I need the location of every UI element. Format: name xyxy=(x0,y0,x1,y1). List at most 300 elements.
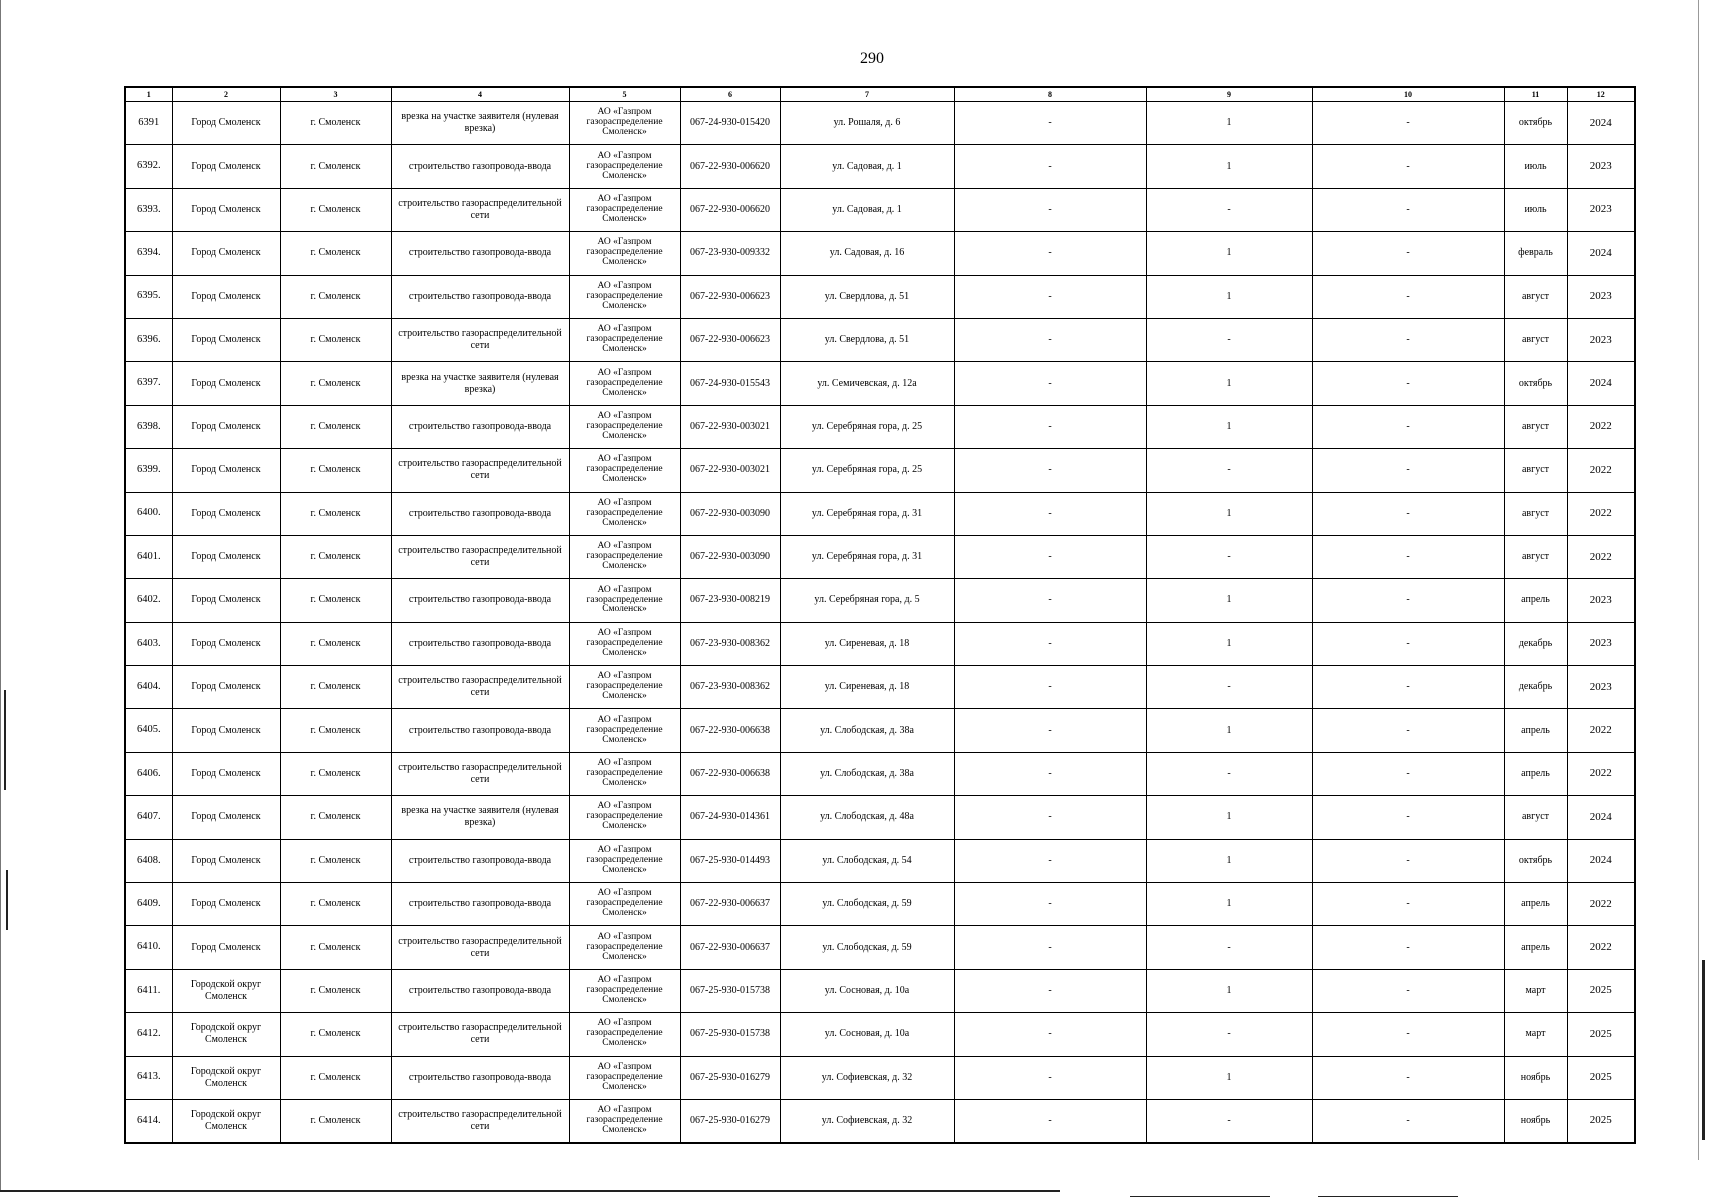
table-cell-col-9: - xyxy=(1146,318,1312,361)
table-cell-col-11: апрель xyxy=(1504,752,1567,795)
table-cell-col-7: ул. Рошаля, д. 6 xyxy=(780,102,954,145)
table-cell-col-6: 067-22-930-006638 xyxy=(680,752,780,795)
table-cell-col-7: ул. Серебряная гора, д. 31 xyxy=(780,492,954,535)
table-cell-col-7: ул. Слободская, д. 59 xyxy=(780,883,954,926)
table-cell-col-9: - xyxy=(1146,1099,1312,1142)
table-cell-col-4: строительство газораспределительной сети xyxy=(391,318,569,361)
table-cell-col-4: врезка на участке заявителя (нулевая врезка) xyxy=(391,796,569,839)
table-cell-col-11: июль xyxy=(1504,188,1567,231)
table-cell-col-3: г. Смоленск xyxy=(280,318,391,361)
table-cell-col-9: 1 xyxy=(1146,362,1312,405)
table-cell-col-8: - xyxy=(954,275,1146,318)
table-cell-col-6: 067-25-930-016279 xyxy=(680,1099,780,1142)
table-cell-col-6: 067-23-930-008362 xyxy=(680,622,780,665)
table-cell-col-7: ул. Сосновая, д. 10а xyxy=(780,969,954,1012)
table-cell-col-4: врезка на участке заявителя (нулевая врезка) xyxy=(391,362,569,405)
table-cell-col-10: - xyxy=(1312,102,1504,145)
table-cell-col-9: 1 xyxy=(1146,1056,1312,1099)
table-cell-col-5: АО «Газпром газораспределение Смоленск» xyxy=(569,102,680,145)
table-cell-col-2: Город Смоленск xyxy=(172,275,280,318)
table-cell-col-11: декабрь xyxy=(1504,622,1567,665)
table-cell-col-8: - xyxy=(954,1099,1146,1142)
table-cell-col-5: АО «Газпром газораспределение Смоленск» xyxy=(569,535,680,578)
table-cell-col-4: строительство газопровода-ввода xyxy=(391,232,569,275)
table-cell-col-1: 6410. xyxy=(125,926,172,969)
table-cell-col-6: 067-22-930-003021 xyxy=(680,405,780,448)
table-cell-col-9: - xyxy=(1146,535,1312,578)
table-cell-col-3: г. Смоленск xyxy=(280,839,391,882)
table-cell-col-3: г. Смоленск xyxy=(280,492,391,535)
table-cell-col-11: апрель xyxy=(1504,579,1567,622)
table-cell-col-4: строительство газопровода-ввода xyxy=(391,275,569,318)
table-cell-col-5: АО «Газпром газораспределение Смоленск» xyxy=(569,405,680,448)
table-cell-col-4: строительство газопровода-ввода xyxy=(391,492,569,535)
table-row xyxy=(125,232,1635,275)
table-cell-col-3: г. Смоленск xyxy=(280,145,391,188)
table-cell-col-6: 067-22-930-006637 xyxy=(680,926,780,969)
table-row xyxy=(125,102,1635,145)
table-row xyxy=(125,535,1635,578)
table-row xyxy=(125,926,1635,969)
table-cell-col-1: 6401. xyxy=(125,535,172,578)
table-cell-col-1: 6402. xyxy=(125,579,172,622)
table-cell-col-5: АО «Газпром газораспределение Смоленск» xyxy=(569,666,680,709)
table-cell-col-5: АО «Газпром газораспределение Смоленск» xyxy=(569,969,680,1012)
table-cell-col-6: 067-24-930-014361 xyxy=(680,796,780,839)
table-cell-col-4: строительство газораспределительной сети xyxy=(391,1013,569,1056)
table-cell-col-5: АО «Газпром газораспределение Смоленск» xyxy=(569,362,680,405)
column-header-1: 1 xyxy=(125,87,172,102)
table-row xyxy=(125,362,1635,405)
table-row xyxy=(125,318,1635,361)
table-cell-col-9: 1 xyxy=(1146,232,1312,275)
table-cell-col-3: г. Смоленск xyxy=(280,275,391,318)
table-cell-col-2: Город Смоленск xyxy=(172,535,280,578)
table-cell-col-6: 067-25-930-014493 xyxy=(680,839,780,882)
table-cell-col-8: - xyxy=(954,969,1146,1012)
table-cell-col-11: апрель xyxy=(1504,709,1567,752)
table-cell-col-10: - xyxy=(1312,1013,1504,1056)
table-cell-col-2: Городской округ Смоленск xyxy=(172,1056,280,1099)
table-cell-col-5: АО «Газпром газораспределение Смоленск» xyxy=(569,883,680,926)
table-cell-col-3: г. Смоленск xyxy=(280,1013,391,1056)
table-cell-col-11: август xyxy=(1504,796,1567,839)
table-row xyxy=(125,1013,1635,1056)
table-cell-col-5: АО «Газпром газораспределение Смоленск» xyxy=(569,752,680,795)
table-cell-col-4: строительство газопровода-ввода xyxy=(391,1056,569,1099)
table-cell-col-11: июль xyxy=(1504,145,1567,188)
table-cell-col-1: 6395. xyxy=(125,275,172,318)
table-cell-col-4: строительство газопровода-ввода xyxy=(391,969,569,1012)
table-cell-col-7: ул. Сосновая, д. 10а xyxy=(780,1013,954,1056)
table-cell-col-2: Городской округ Смоленск xyxy=(172,1099,280,1142)
table-cell-col-12: 2024 xyxy=(1567,362,1635,405)
table-cell-col-9: - xyxy=(1146,188,1312,231)
table-cell-col-10: - xyxy=(1312,926,1504,969)
table-cell-col-12: 2022 xyxy=(1567,492,1635,535)
table-cell-col-8: - xyxy=(954,622,1146,665)
table-cell-col-12: 2022 xyxy=(1567,752,1635,795)
table-cell-col-11: август xyxy=(1504,492,1567,535)
table-cell-col-4: строительство газопровода-ввода xyxy=(391,405,569,448)
table-cell-col-7: ул. Сиреневая, д. 18 xyxy=(780,622,954,665)
table-cell-col-10: - xyxy=(1312,275,1504,318)
table-cell-col-11: апрель xyxy=(1504,883,1567,926)
column-header-9: 9 xyxy=(1146,87,1312,102)
table-cell-col-6: 067-22-930-003090 xyxy=(680,535,780,578)
table-cell-col-3: г. Смоленск xyxy=(280,535,391,578)
table-row xyxy=(125,449,1635,492)
table-cell-col-1: 6394. xyxy=(125,232,172,275)
table-cell-col-10: - xyxy=(1312,145,1504,188)
table-cell-col-7: ул. Серебряная гора, д. 25 xyxy=(780,449,954,492)
table-cell-col-7: ул. Слободская, д. 59 xyxy=(780,926,954,969)
table-cell-col-10: - xyxy=(1312,449,1504,492)
table-cell-col-10: - xyxy=(1312,709,1504,752)
table-cell-col-11: октябрь xyxy=(1504,839,1567,882)
table-cell-col-2: Город Смоленск xyxy=(172,752,280,795)
table-cell-col-5: АО «Газпром газораспределение Смоленск» xyxy=(569,318,680,361)
table-cell-col-12: 2022 xyxy=(1567,883,1635,926)
table-cell-col-9: - xyxy=(1146,1013,1312,1056)
table-cell-col-5: АО «Газпром газораспределение Смоленск» xyxy=(569,188,680,231)
page-number: 290 xyxy=(860,50,884,67)
table-cell-col-5: АО «Газпром газораспределение Смоленск» xyxy=(569,579,680,622)
table-cell-col-6: 067-25-930-016279 xyxy=(680,1056,780,1099)
table-cell-col-7: ул. Слободская, д. 48а xyxy=(780,796,954,839)
table-cell-col-8: - xyxy=(954,839,1146,882)
table-cell-col-12: 2022 xyxy=(1567,405,1635,448)
table-cell-col-5: АО «Газпром газораспределение Смоленск» xyxy=(569,1013,680,1056)
table-cell-col-3: г. Смоленск xyxy=(280,188,391,231)
table-cell-col-12: 2022 xyxy=(1567,535,1635,578)
table-cell-col-3: г. Смоленск xyxy=(280,232,391,275)
table-row xyxy=(125,752,1635,795)
table-cell-col-11: август xyxy=(1504,535,1567,578)
table-cell-col-6: 067-22-930-006620 xyxy=(680,188,780,231)
table-cell-col-1: 6399. xyxy=(125,449,172,492)
table-cell-col-7: ул. Слободская, д. 38а xyxy=(780,709,954,752)
table-cell-col-8: - xyxy=(954,405,1146,448)
table-cell-col-3: г. Смоленск xyxy=(280,926,391,969)
table-cell-col-11: август xyxy=(1504,275,1567,318)
table-cell-col-8: - xyxy=(954,666,1146,709)
table-row xyxy=(125,796,1635,839)
column-header-8: 8 xyxy=(954,87,1146,102)
table-cell-col-11: март xyxy=(1504,969,1567,1012)
column-header-7: 7 xyxy=(780,87,954,102)
table-cell-col-4: строительство газораспределительной сети xyxy=(391,666,569,709)
table-cell-col-10: - xyxy=(1312,622,1504,665)
table-cell-col-11: апрель xyxy=(1504,926,1567,969)
table-cell-col-2: Город Смоленск xyxy=(172,709,280,752)
table-cell-col-12: 2023 xyxy=(1567,275,1635,318)
table-cell-col-6: 067-22-930-006620 xyxy=(680,145,780,188)
table-cell-col-9: - xyxy=(1146,752,1312,795)
table-cell-col-12: 2025 xyxy=(1567,1099,1635,1142)
table-cell-col-1: 6391 xyxy=(125,102,172,145)
table-cell-col-1: 6413. xyxy=(125,1056,172,1099)
table-cell-col-3: г. Смоленск xyxy=(280,1099,391,1142)
table-cell-col-5: АО «Газпром газораспределение Смоленск» xyxy=(569,1056,680,1099)
table-cell-col-1: 6398. xyxy=(125,405,172,448)
table-cell-col-6: 067-25-930-015738 xyxy=(680,969,780,1012)
table-cell-col-4: строительство газопровода-ввода xyxy=(391,622,569,665)
table-cell-col-2: Город Смоленск xyxy=(172,796,280,839)
table-row xyxy=(125,579,1635,622)
table-cell-col-8: - xyxy=(954,579,1146,622)
table-cell-col-2: Город Смоленск xyxy=(172,318,280,361)
table-cell-col-6: 067-23-930-008219 xyxy=(680,579,780,622)
table-row xyxy=(125,405,1635,448)
table-cell-col-9: 1 xyxy=(1146,102,1312,145)
table-cell-col-3: г. Смоленск xyxy=(280,622,391,665)
table-cell-col-1: 6403. xyxy=(125,622,172,665)
table-cell-col-4: строительство газораспределительной сети xyxy=(391,449,569,492)
table-cell-col-12: 2023 xyxy=(1567,622,1635,665)
table-cell-col-10: - xyxy=(1312,579,1504,622)
table-cell-col-2: Городской округ Смоленск xyxy=(172,969,280,1012)
table-cell-col-7: ул. Свердлова, д. 51 xyxy=(780,318,954,361)
table-cell-col-3: г. Смоленск xyxy=(280,969,391,1012)
table-cell-col-6: 067-23-930-009332 xyxy=(680,232,780,275)
table-cell-col-10: - xyxy=(1312,883,1504,926)
table-cell-col-10: - xyxy=(1312,969,1504,1012)
table-cell-col-12: 2022 xyxy=(1567,709,1635,752)
table-cell-col-12: 2024 xyxy=(1567,839,1635,882)
column-header-11: 11 xyxy=(1504,87,1567,102)
table-cell-col-6: 067-22-930-003090 xyxy=(680,492,780,535)
table-cell-col-8: - xyxy=(954,1013,1146,1056)
table-cell-col-5: АО «Газпром газораспределение Смоленск» xyxy=(569,622,680,665)
table-cell-col-9: 1 xyxy=(1146,405,1312,448)
table-cell-col-4: строительство газораспределительной сети xyxy=(391,535,569,578)
table-cell-col-12: 2023 xyxy=(1567,318,1635,361)
table-cell-col-4: строительство газораспределительной сети xyxy=(391,188,569,231)
table-row xyxy=(125,1099,1635,1142)
table-cell-col-9: 1 xyxy=(1146,579,1312,622)
table-header-row xyxy=(125,87,1635,102)
table-cell-col-7: ул. Слободская, д. 54 xyxy=(780,839,954,882)
table-cell-col-9: 1 xyxy=(1146,492,1312,535)
table-row xyxy=(125,622,1635,665)
table-cell-col-8: - xyxy=(954,1056,1146,1099)
table-cell-col-11: август xyxy=(1504,318,1567,361)
table-row xyxy=(125,492,1635,535)
table-cell-col-1: 6408. xyxy=(125,839,172,882)
table-cell-col-9: 1 xyxy=(1146,275,1312,318)
table-cell-col-7: ул. Слободская, д. 38а xyxy=(780,752,954,795)
table-cell-col-4: строительство газораспределительной сети xyxy=(391,752,569,795)
table-cell-col-5: АО «Газпром газораспределение Смоленск» xyxy=(569,232,680,275)
table-cell-col-8: - xyxy=(954,709,1146,752)
table-cell-col-5: АО «Газпром газораспределение Смоленск» xyxy=(569,709,680,752)
table-cell-col-12: 2024 xyxy=(1567,796,1635,839)
table-body xyxy=(125,102,1635,1143)
table-cell-col-12: 2025 xyxy=(1567,1056,1635,1099)
table-cell-col-11: август xyxy=(1504,449,1567,492)
table-row xyxy=(125,145,1635,188)
table-cell-col-6: 067-22-930-003021 xyxy=(680,449,780,492)
table-cell-col-7: ул. Серебряная гора, д. 25 xyxy=(780,405,954,448)
table-cell-col-12: 2022 xyxy=(1567,926,1635,969)
table-cell-col-10: - xyxy=(1312,492,1504,535)
table-cell-col-4: строительство газопровода-ввода xyxy=(391,145,569,188)
table-cell-col-8: - xyxy=(954,752,1146,795)
table-cell-col-7: ул. Серебряная гора, д. 31 xyxy=(780,535,954,578)
column-header-2: 2 xyxy=(172,87,280,102)
table-cell-col-11: октябрь xyxy=(1504,362,1567,405)
table-cell-col-1: 6406. xyxy=(125,752,172,795)
table-cell-col-4: строительство газопровода-ввода xyxy=(391,579,569,622)
table-cell-col-6: 067-25-930-015738 xyxy=(680,1013,780,1056)
table-cell-col-3: г. Смоленск xyxy=(280,102,391,145)
table-cell-col-12: 2025 xyxy=(1567,969,1635,1012)
table-cell-col-3: г. Смоленск xyxy=(280,752,391,795)
column-header-10: 10 xyxy=(1312,87,1504,102)
table-cell-col-2: Город Смоленск xyxy=(172,362,280,405)
table-cell-col-9: 1 xyxy=(1146,969,1312,1012)
table-cell-col-6: 067-22-930-006623 xyxy=(680,318,780,361)
table-cell-col-10: - xyxy=(1312,232,1504,275)
table-cell-col-1: 6396. xyxy=(125,318,172,361)
table-cell-col-2: Город Смоленск xyxy=(172,102,280,145)
table-row xyxy=(125,1056,1635,1099)
table-row xyxy=(125,666,1635,709)
table-cell-col-1: 6407. xyxy=(125,796,172,839)
table-cell-col-8: - xyxy=(954,449,1146,492)
table-cell-col-4: строительство газопровода-ввода xyxy=(391,883,569,926)
table-cell-col-2: Город Смоленск xyxy=(172,883,280,926)
table-cell-col-1: 6392. xyxy=(125,145,172,188)
table-cell-col-9: 1 xyxy=(1146,883,1312,926)
table-cell-col-5: АО «Газпром газораспределение Смоленск» xyxy=(569,145,680,188)
table-cell-col-12: 2024 xyxy=(1567,232,1635,275)
table-cell-col-7: ул. Садовая, д. 1 xyxy=(780,188,954,231)
table-cell-col-5: АО «Газпром газораспределение Смоленск» xyxy=(569,926,680,969)
table-cell-col-3: г. Смоленск xyxy=(280,1056,391,1099)
table-cell-col-3: г. Смоленск xyxy=(280,709,391,752)
table-cell-col-7: ул. Сиреневая, д. 18 xyxy=(780,666,954,709)
table-row xyxy=(125,188,1635,231)
table-cell-col-5: АО «Газпром газораспределение Смоленск» xyxy=(569,275,680,318)
table-cell-col-11: март xyxy=(1504,1013,1567,1056)
table-cell-col-8: - xyxy=(954,535,1146,578)
table-row xyxy=(125,839,1635,882)
table-cell-col-7: ул. Садовая, д. 16 xyxy=(780,232,954,275)
table-cell-col-2: Город Смоленск xyxy=(172,666,280,709)
table-cell-col-3: г. Смоленск xyxy=(280,579,391,622)
table-cell-col-1: 6411. xyxy=(125,969,172,1012)
table-cell-col-8: - xyxy=(954,883,1146,926)
table-cell-col-11: декабрь xyxy=(1504,666,1567,709)
table-cell-col-7: ул. Софиевская, д. 32 xyxy=(780,1099,954,1142)
table-cell-col-7: ул. Серебряная гора, д. 5 xyxy=(780,579,954,622)
table-cell-col-9: 1 xyxy=(1146,709,1312,752)
table-cell-col-6: 067-22-930-006637 xyxy=(680,883,780,926)
table-cell-col-8: - xyxy=(954,362,1146,405)
table-cell-col-6: 067-22-930-006638 xyxy=(680,709,780,752)
table-cell-col-12: 2022 xyxy=(1567,449,1635,492)
table-cell-col-8: - xyxy=(954,102,1146,145)
table-cell-col-2: Город Смоленск xyxy=(172,232,280,275)
table-cell-col-10: - xyxy=(1312,839,1504,882)
table-cell-col-3: г. Смоленск xyxy=(280,405,391,448)
table-cell-col-1: 6400. xyxy=(125,492,172,535)
table-cell-col-2: Город Смоленск xyxy=(172,579,280,622)
table-cell-col-6: 067-24-930-015543 xyxy=(680,362,780,405)
table-cell-col-10: - xyxy=(1312,1099,1504,1142)
table-cell-col-2: Город Смоленск xyxy=(172,926,280,969)
table-cell-col-5: АО «Газпром газораспределение Смоленск» xyxy=(569,1099,680,1142)
table-cell-col-2: Город Смоленск xyxy=(172,839,280,882)
table-cell-col-5: АО «Газпром газораспределение Смоленск» xyxy=(569,839,680,882)
table-cell-col-2: Городской округ Смоленск xyxy=(172,1013,280,1056)
table-cell-col-3: г. Смоленск xyxy=(280,796,391,839)
table-row xyxy=(125,883,1635,926)
table-cell-col-10: - xyxy=(1312,666,1504,709)
table-cell-col-6: 067-22-930-006623 xyxy=(680,275,780,318)
table-cell-col-7: ул. Софиевская, д. 32 xyxy=(780,1056,954,1099)
table-cell-col-3: г. Смоленск xyxy=(280,666,391,709)
table-cell-col-2: Город Смоленск xyxy=(172,492,280,535)
table-cell-col-8: - xyxy=(954,796,1146,839)
table-cell-col-6: 067-23-930-008362 xyxy=(680,666,780,709)
table-cell-col-8: - xyxy=(954,232,1146,275)
data-table xyxy=(124,86,1636,1144)
column-header-4: 4 xyxy=(391,87,569,102)
table-cell-col-7: ул. Садовая, д. 1 xyxy=(780,145,954,188)
table-cell-col-4: строительство газопровода-ввода xyxy=(391,839,569,882)
table-cell-col-9: 1 xyxy=(1146,839,1312,882)
table-cell-col-5: АО «Газпром газораспределение Смоленск» xyxy=(569,796,680,839)
column-header-3: 3 xyxy=(280,87,391,102)
table-cell-col-2: Город Смоленск xyxy=(172,145,280,188)
table-cell-col-10: - xyxy=(1312,362,1504,405)
table-cell-col-6: 067-24-930-015420 xyxy=(680,102,780,145)
table-cell-col-7: ул. Семичевская, д. 12а xyxy=(780,362,954,405)
table-cell-col-8: - xyxy=(954,145,1146,188)
table-cell-col-4: врезка на участке заявителя (нулевая врезка) xyxy=(391,102,569,145)
table-cell-col-10: - xyxy=(1312,405,1504,448)
table-cell-col-12: 2023 xyxy=(1567,188,1635,231)
table-row xyxy=(125,275,1635,318)
table-cell-col-9: 1 xyxy=(1146,145,1312,188)
table-cell-col-9: - xyxy=(1146,666,1312,709)
column-header-12: 12 xyxy=(1567,87,1635,102)
table-cell-col-9: - xyxy=(1146,926,1312,969)
table-row xyxy=(125,969,1635,1012)
table-cell-col-4: строительство газораспределительной сети xyxy=(391,926,569,969)
table-cell-col-5: АО «Газпром газораспределение Смоленск» xyxy=(569,449,680,492)
table-cell-col-9: 1 xyxy=(1146,622,1312,665)
table-cell-col-1: 6409. xyxy=(125,883,172,926)
table-cell-col-12: 2023 xyxy=(1567,666,1635,709)
table-cell-col-10: - xyxy=(1312,796,1504,839)
table-cell-col-1: 6393. xyxy=(125,188,172,231)
table-cell-col-3: г. Смоленск xyxy=(280,883,391,926)
table-cell-col-11: август xyxy=(1504,405,1567,448)
table-cell-col-1: 6397. xyxy=(125,362,172,405)
table-cell-col-2: Город Смоленск xyxy=(172,622,280,665)
table-cell-col-1: 6412. xyxy=(125,1013,172,1056)
table-cell-col-12: 2023 xyxy=(1567,145,1635,188)
table-cell-col-10: - xyxy=(1312,1056,1504,1099)
table-row xyxy=(125,709,1635,752)
table-cell-col-5: АО «Газпром газораспределение Смоленск» xyxy=(569,492,680,535)
table-cell-col-12: 2023 xyxy=(1567,579,1635,622)
table-cell-col-8: - xyxy=(954,188,1146,231)
